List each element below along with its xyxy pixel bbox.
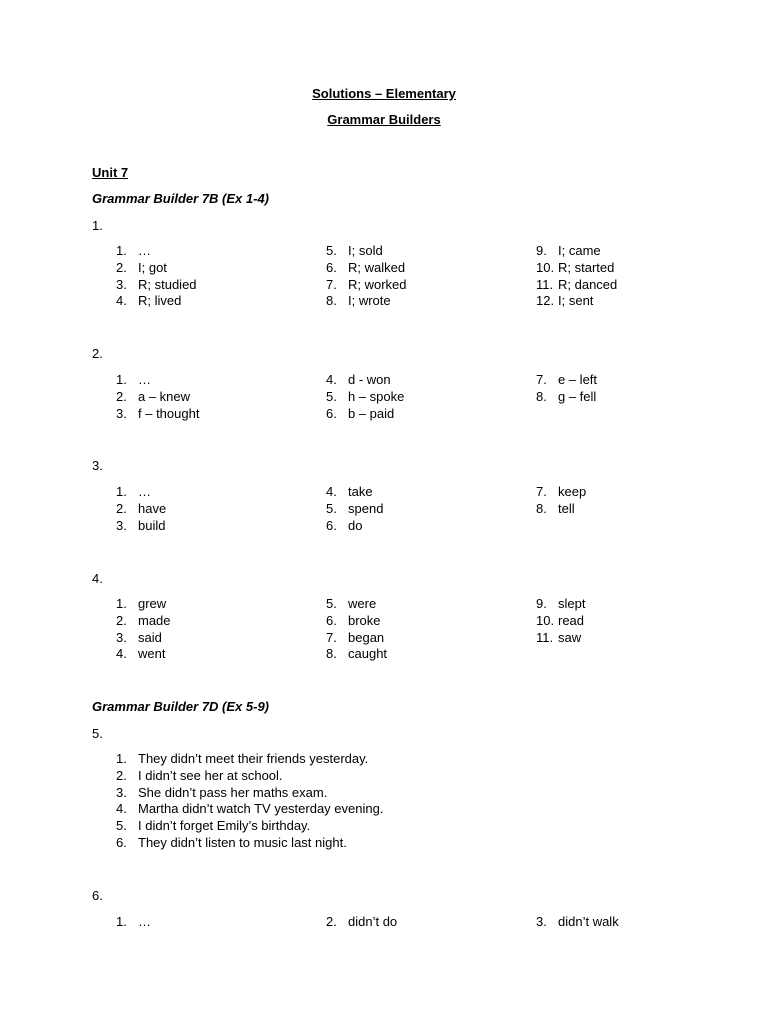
answer-text: didn’t do bbox=[348, 914, 398, 929]
answer-text: grew bbox=[138, 596, 167, 611]
answer-text: I; got bbox=[138, 259, 167, 275]
answer-text: I; sent bbox=[558, 293, 594, 309]
answer-text: were bbox=[348, 596, 377, 611]
answer-text: take bbox=[348, 484, 373, 499]
answer-text: They didn’t meet their friends yesterday. bbox=[138, 751, 369, 766]
answer-number: 6. bbox=[326, 259, 337, 275]
exercise-1-label: 1. bbox=[92, 218, 103, 233]
answer-item bbox=[116, 630, 162, 646]
answer-item bbox=[116, 596, 166, 612]
answer-item bbox=[536, 277, 617, 293]
answer-item bbox=[536, 293, 593, 309]
answer-number: 10. bbox=[536, 612, 555, 628]
answer-item bbox=[116, 484, 151, 500]
answer-number: 8. bbox=[536, 500, 547, 516]
answer-item bbox=[326, 646, 387, 662]
answer-number: 4. bbox=[326, 484, 337, 499]
section-heading-7d: Grammar Builder 7D (Ex 5-9) bbox=[92, 699, 270, 714]
answer-text: read bbox=[558, 612, 585, 628]
exercise-2-label: 2. bbox=[92, 346, 103, 361]
answer-text: broke bbox=[348, 612, 381, 628]
answer-text: spend bbox=[348, 500, 384, 516]
answer-item bbox=[326, 914, 397, 930]
answer-item bbox=[116, 293, 181, 309]
answer-item bbox=[326, 501, 383, 517]
answer-item bbox=[116, 818, 310, 834]
exercise-6-label: 6. bbox=[92, 888, 103, 903]
answer-item bbox=[116, 277, 197, 293]
answer-number: 2. bbox=[116, 612, 127, 628]
answer-text: R; worked bbox=[348, 276, 407, 292]
answer-item bbox=[326, 406, 394, 422]
answer-text: have bbox=[138, 500, 167, 516]
answer-item bbox=[116, 785, 327, 801]
answer-item bbox=[536, 372, 597, 388]
answer-number: 3. bbox=[116, 517, 127, 533]
answer-item bbox=[536, 501, 575, 517]
answer-number: 7. bbox=[536, 372, 547, 387]
answer-item bbox=[116, 768, 283, 784]
answer-number: 1. bbox=[116, 914, 127, 929]
answer-number: 1. bbox=[116, 372, 127, 387]
exercise-4-label: 4. bbox=[92, 571, 103, 586]
exercise-5-label: 5. bbox=[92, 726, 103, 741]
answer-text: do bbox=[348, 517, 363, 533]
answer-item bbox=[116, 501, 166, 517]
answer-item bbox=[536, 596, 585, 612]
answer-number: 11. bbox=[536, 629, 554, 645]
answer-item bbox=[116, 260, 167, 276]
answer-text: a – knew bbox=[138, 388, 191, 404]
answer-number: 4. bbox=[326, 372, 337, 387]
answer-number: 5. bbox=[116, 818, 127, 834]
answer-item bbox=[536, 914, 619, 930]
answer-number: 6. bbox=[116, 835, 127, 850]
answer-number: 12. bbox=[536, 293, 555, 309]
answer-text: didn’t walk bbox=[558, 914, 619, 929]
answer-number: 2. bbox=[326, 914, 337, 929]
answer-text: tell bbox=[558, 500, 575, 516]
answer-text: I; wrote bbox=[348, 293, 391, 309]
answer-text: h – spoke bbox=[348, 388, 405, 404]
answer-text: e – left bbox=[558, 372, 598, 387]
answer-item bbox=[116, 389, 190, 405]
exercise-3-label: 3. bbox=[92, 458, 103, 473]
answer-number: 5. bbox=[326, 243, 337, 258]
answer-text: went bbox=[138, 646, 166, 662]
answer-number: 5. bbox=[326, 388, 337, 404]
answer-text: R; lived bbox=[138, 293, 182, 309]
answer-text: said bbox=[138, 629, 162, 645]
answer-text: I didn’t see her at school. bbox=[138, 767, 283, 783]
answer-text: caught bbox=[348, 646, 388, 662]
answer-number: 3. bbox=[116, 276, 127, 292]
answer-text: R; started bbox=[558, 259, 615, 275]
answer-item bbox=[116, 372, 151, 388]
answer-item bbox=[326, 389, 404, 405]
answer-text: f – thought bbox=[138, 405, 200, 421]
answer-item bbox=[116, 835, 347, 851]
answer-number: 2. bbox=[116, 388, 127, 404]
answer-number: 10. bbox=[536, 259, 555, 275]
answer-number: 3. bbox=[116, 405, 127, 421]
answer-item bbox=[116, 646, 165, 662]
answer-text: build bbox=[138, 517, 166, 533]
answer-number: 7. bbox=[326, 629, 337, 645]
answer-item bbox=[116, 751, 368, 767]
answer-number: 5. bbox=[326, 500, 337, 516]
answer-number: 5. bbox=[326, 596, 337, 611]
answer-text: … bbox=[138, 372, 151, 387]
answer-item bbox=[326, 484, 373, 500]
answer-text: Martha didn’t watch TV yesterday evening. bbox=[138, 801, 384, 817]
answer-item bbox=[116, 613, 171, 629]
answer-item bbox=[116, 243, 151, 259]
answer-text: saw bbox=[558, 629, 582, 645]
answer-text: slept bbox=[558, 596, 586, 611]
answer-number: 2. bbox=[116, 767, 127, 783]
answer-item bbox=[536, 260, 614, 276]
answer-number: 3. bbox=[116, 629, 127, 645]
answer-text: She didn’t pass her maths exam. bbox=[138, 784, 328, 800]
answer-text: b – paid bbox=[348, 405, 395, 421]
answer-number: 4. bbox=[116, 646, 127, 662]
answer-item bbox=[326, 630, 384, 646]
answer-number: 8. bbox=[536, 388, 547, 404]
answer-text: I didn’t forget Emily’s birthday. bbox=[138, 818, 311, 834]
answer-number: 2. bbox=[116, 500, 127, 516]
answer-number: 6. bbox=[326, 405, 337, 421]
answer-item bbox=[536, 243, 601, 259]
answer-item bbox=[326, 518, 362, 534]
answer-number: 6. bbox=[326, 517, 337, 533]
answer-number: 7. bbox=[536, 484, 547, 499]
answer-text: They didn’t listen to music last night. bbox=[138, 835, 347, 850]
answer-number: 3. bbox=[116, 784, 127, 800]
answer-item bbox=[326, 613, 381, 629]
answer-number: 1. bbox=[116, 243, 127, 258]
answer-item bbox=[116, 914, 151, 930]
document-title: Solutions – Elementary bbox=[312, 86, 456, 101]
answer-item bbox=[326, 372, 391, 388]
answer-number: 4. bbox=[116, 293, 127, 309]
answer-item bbox=[326, 596, 376, 612]
answer-number: 6. bbox=[326, 612, 337, 628]
answer-number: 2. bbox=[116, 259, 127, 275]
section-heading-7b: Grammar Builder 7B (Ex 1-4) bbox=[92, 191, 270, 206]
answer-text: … bbox=[138, 243, 151, 258]
answer-text: R; danced bbox=[558, 276, 618, 292]
answer-item bbox=[326, 277, 407, 293]
answer-text: I; came bbox=[558, 243, 601, 258]
answer-item bbox=[536, 389, 596, 405]
answer-item bbox=[116, 518, 165, 534]
answer-item bbox=[536, 484, 586, 500]
answer-text: R; walked bbox=[348, 259, 406, 275]
answer-item bbox=[116, 406, 199, 422]
answer-text: … bbox=[138, 914, 151, 929]
answer-text: d - won bbox=[348, 372, 391, 387]
answer-text: … bbox=[138, 484, 151, 499]
answer-number: 9. bbox=[536, 243, 547, 258]
answer-number: 8. bbox=[326, 293, 337, 309]
answer-text: g – fell bbox=[558, 388, 597, 404]
answer-number: 1. bbox=[116, 596, 127, 611]
answer-text: began bbox=[348, 629, 385, 645]
answer-item bbox=[326, 243, 383, 259]
answer-number: 4. bbox=[116, 801, 127, 817]
answer-number: 1. bbox=[116, 484, 127, 499]
answer-item bbox=[536, 630, 581, 646]
answer-number: 7. bbox=[326, 276, 337, 292]
answer-item bbox=[116, 801, 383, 817]
answer-number: 9. bbox=[536, 596, 547, 611]
answer-item bbox=[536, 613, 584, 629]
unit-heading: Unit 7 bbox=[92, 165, 129, 180]
document-subtitle: Grammar Builders bbox=[327, 112, 441, 127]
answer-number: 8. bbox=[326, 646, 337, 662]
answer-item bbox=[326, 293, 391, 309]
answer-item bbox=[326, 260, 405, 276]
answer-text: made bbox=[138, 612, 171, 628]
answer-number: 3. bbox=[536, 914, 547, 929]
answer-text: I; sold bbox=[348, 243, 383, 258]
answer-number: 1. bbox=[116, 751, 127, 766]
answer-number: 11. bbox=[536, 276, 554, 292]
answer-text: R; studied bbox=[138, 276, 197, 292]
answer-text: keep bbox=[558, 484, 587, 499]
